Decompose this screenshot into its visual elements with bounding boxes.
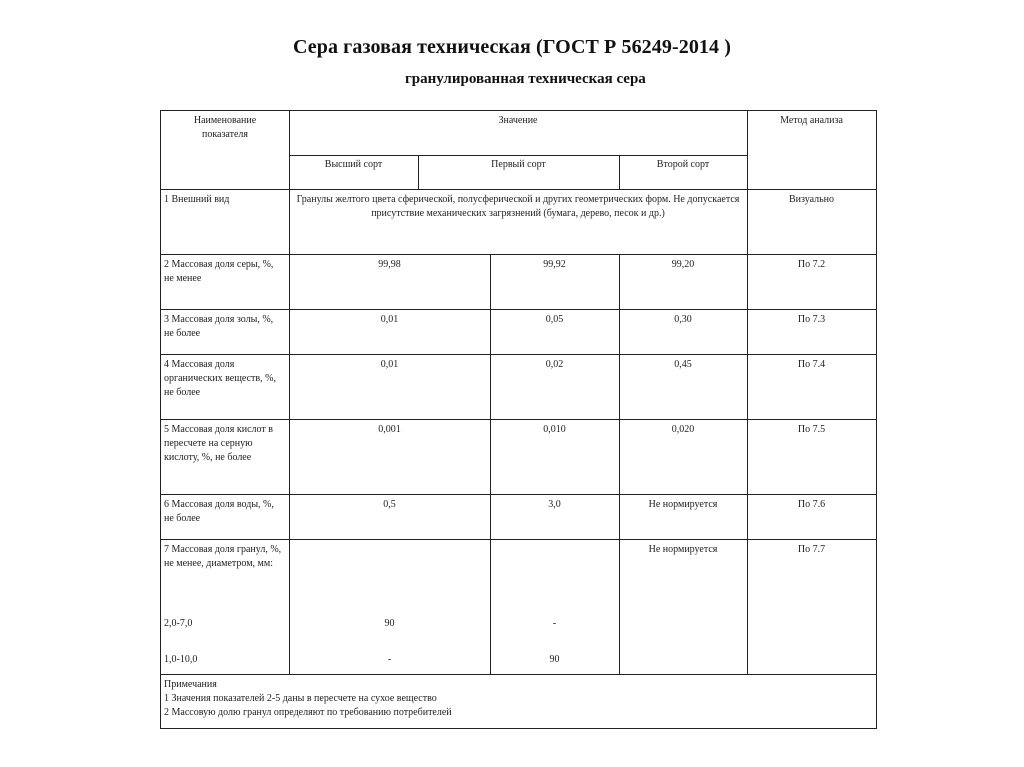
granule-size-value-top: 90: [384, 618, 395, 629]
note-line: 2 Массовую долю гранул определяют по требованию потребителей: [164, 707, 452, 718]
granule-size-label: 2,0-7,0: [164, 618, 193, 629]
appearance-name: 1 Внешний вид: [164, 194, 230, 205]
row-method: По 7.3: [797, 314, 826, 325]
row-value-first: 0,02: [545, 359, 564, 370]
row-method: По 7.4: [797, 359, 826, 370]
header-grade-top: Высший сорт: [324, 159, 383, 170]
document-title: Сера газовая техническая (ГОСТ Р 56249-2014 ): [293, 36, 731, 58]
row-name: 4 Массовая доля органических веществ, %, не более: [164, 359, 276, 398]
granule-size-value-top: -: [387, 654, 392, 665]
header-value: Значение: [498, 115, 538, 126]
row-value-top: 0,01: [380, 359, 399, 370]
row-name: 2 Массовая доля серы, %, не менее: [164, 259, 274, 284]
row-value-top: 0,001: [378, 424, 401, 435]
appearance-description: Гранулы желтого цвета сферической, полусферической и других геометрических форм. Не допускается присутствие механических загрязнений (бумага, дерево, песок и др.): [296, 194, 740, 219]
granule-size-value-first: -: [552, 618, 557, 629]
row-value-top: 99,98: [378, 259, 401, 270]
row-value-first: 99,92: [543, 259, 566, 270]
header-name: Наименование показателя: [193, 115, 257, 140]
header-method: Метод анализа: [780, 115, 843, 126]
row-value-second: 0,30: [674, 314, 692, 325]
granules-name: 7 Массовая доля гранул, %, не менее, диаметром, мм:: [164, 544, 282, 569]
row-value-top: 0,5: [383, 499, 396, 510]
row-value-second: 99,20: [671, 259, 695, 270]
granules-method: По 7.7: [797, 544, 826, 555]
notes-heading: Примечания: [164, 679, 217, 690]
header-grade-second: Второй сорт: [656, 159, 710, 170]
granule-size-value-first: 90: [549, 654, 560, 665]
row-method: По 7.6: [797, 499, 826, 510]
header-grade-first: Первый сорт: [491, 159, 546, 170]
row-value-second: Не нормируется: [648, 499, 718, 510]
row-method: По 7.2: [797, 259, 826, 270]
row-name: 6 Массовая доля воды, %, не более: [164, 499, 274, 524]
row-value-first: 0,05: [545, 314, 564, 325]
row-method: По 7.5: [797, 424, 826, 435]
row-value-second: 0,45: [674, 359, 692, 370]
row-value-first: 0,010: [543, 424, 566, 435]
row-value-first: 3,0: [548, 499, 561, 510]
appearance-method: Визуально: [788, 194, 835, 205]
row-name: 5 Массовая доля кислот в пересчете на серную кислоту, %, не более: [164, 424, 273, 463]
row-value-second: 0,020: [671, 424, 695, 435]
row-name: 3 Массовая доля золы, %, не более: [164, 314, 274, 339]
granules-value-second: Не нормируется: [648, 544, 718, 555]
document-subtitle: гранулированная техническая сера: [405, 71, 646, 87]
granule-size-label: 1,0-10,0: [164, 654, 198, 665]
note-line: 1 Значения показателей 2-5 даны в пересчете на сухое вещество: [164, 693, 437, 704]
row-value-top: 0,01: [380, 314, 399, 325]
